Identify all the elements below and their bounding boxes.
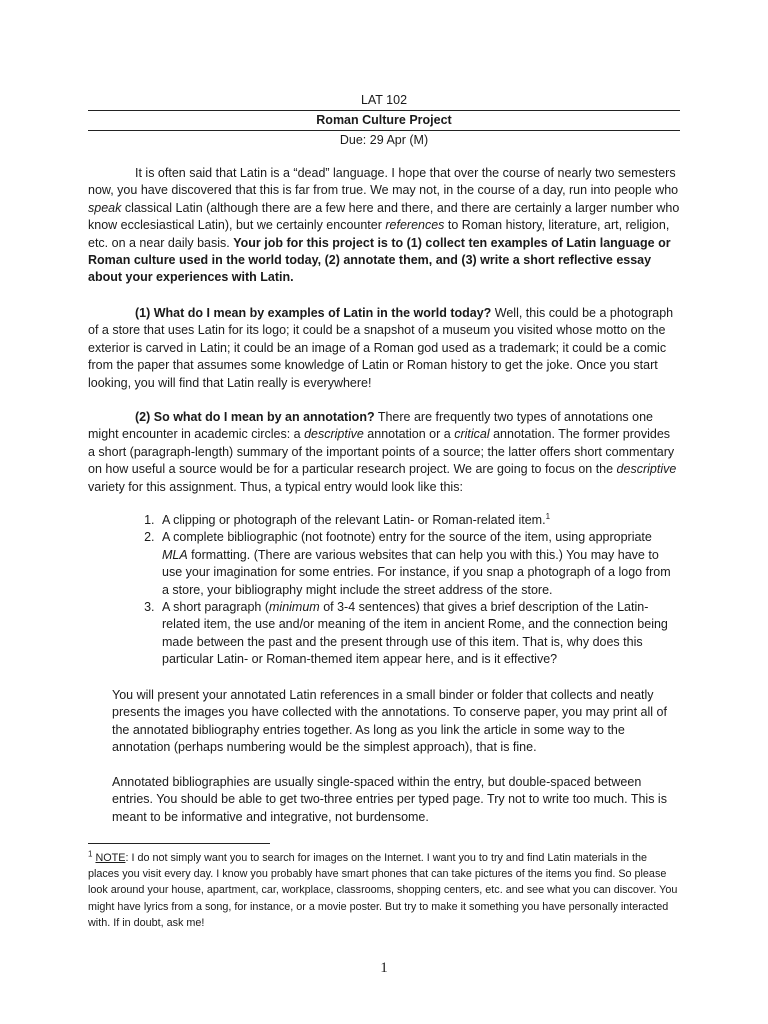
spacing-paragraph	[112, 774, 680, 826]
project-title: Roman Culture Project	[316, 113, 452, 127]
intro-paragraph	[88, 165, 680, 287]
list-item-2-text-b: formatting. (There are various websites that can help you with this.) You may have to use your imagination for some entries. For instance, if you snap a photograph of a logo from a store, your bibliography might include the street address of the store.	[162, 547, 671, 597]
due-date: Due: 29 Apr (M)	[339, 133, 429, 147]
footnote-separator	[88, 843, 270, 844]
list-item-2-italic-mla: MLA	[162, 547, 188, 562]
section2-italic-descriptive-2: descriptive	[616, 462, 677, 477]
footnote-mark: 1	[88, 849, 93, 859]
section2-text-4: variety for this assignment. Thus, a typical entry would look like this:	[88, 479, 463, 494]
section2-text-3: annotation. The former provides a short (paragraph-length) summary of the important points of a source; the latter offers short commentary on how useful a source would be for a particular research project. We are going to focus on the	[88, 427, 675, 477]
list-item	[158, 599, 680, 669]
course-code: LAT 102	[360, 93, 408, 107]
present-paragraph-text: You will present your annotated Latin references in a small binder or folder that collects and neatly presents the images you have collected with the annotations. To conserve paper, you may print all of the annotated bibliography entries together. As long as you link the article in some way to the annotation (perhaps numbering would be the simplest approach), that is fine.	[112, 688, 667, 755]
list-item-3-italic-minimum: minimum	[269, 600, 320, 615]
section2-italic-descriptive: descriptive	[304, 427, 364, 442]
header-rule-top	[88, 110, 680, 111]
list-item	[158, 529, 680, 599]
section1-body: Well, this could be a photograph of a store that uses Latin for its logo; it could be a snapshot of a museum you visited whose motto on the exterior is carved in Latin; it could be an image of a Roman god used as a trademark; it could be a comic from the paper that assumes some knowledge of Latin or Roman history to get the joke. Once you start looking, you will find that Latin really is everywhere!	[88, 306, 674, 390]
footnote-reference: 1	[545, 511, 551, 521]
intro-text-2: classical Latin (although there are a few here and there, and there are certainly a larger number who know ecclesiastical Latin), but we certainly encounter	[88, 200, 680, 233]
intro-text-3: to Roman history, literature, art, religion, etc. on a near daily basis.	[88, 218, 670, 250]
intro-italic-speak: speak	[88, 200, 122, 215]
list-item-2-text-a: A complete bibliographic (not footnote) entry for the source of the item, using appropriate	[162, 530, 652, 545]
section2-italic-critical: critical	[454, 427, 490, 442]
intro-task-bold: Your job for this project is to (1) collect ten examples of Latin language or Roman culture used in the world today, (2) annotate them, and (3) write a short reflective essay about your experiences with Latin.	[88, 235, 671, 285]
page-number: 1	[380, 960, 388, 976]
intro-text-1: It is often said that Latin is a “dead” language. I hope that over the course of nearly two semesters now, you have discovered that this is far from true. We may not, in the course of a day, run into people who	[88, 166, 679, 198]
list-item-3-text-b: of 3-4 sentences) that gives a brief description of the Latin-related item, the use and/or meaning of the item in ancient Rome, and the connection being made between the past and the present through use of this item. That is, why does this particular Latin- or Roman-themed item appear here, and is it effective?	[162, 600, 668, 667]
footnote-label: NOTE	[95, 852, 126, 864]
present-paragraph	[112, 687, 680, 757]
section2-text-1: There are frequently two types of annotations one might encounter in academic circles: a	[88, 410, 654, 442]
intro-italic-references: references	[385, 218, 445, 233]
list-item	[158, 512, 680, 529]
footnote-text: : I do not simply want you to search for images on the Internet. I want you to try and find Latin materials in the places you visit every day. I know you probably have smart phones that can take pictures of the items you find. So please look around your house, apartment, car, workplace, classrooms, shopping centers, etc. and see what you can discover. You might have lyrics from a song, for instance, or a movie poster. But try to make it something you have personally interacted with. If in doubt, ask me!	[88, 852, 678, 929]
list-item-3-text-a: A short paragraph (	[162, 600, 270, 615]
section2-text-2: annotation or a	[363, 427, 455, 442]
footnote	[88, 850, 680, 931]
entry-list	[88, 512, 680, 669]
section2-paragraph	[88, 409, 680, 496]
spacing-paragraph-text: Annotated bibliographies are usually single-spaced within the entry, but double-spaced between entries. You should be able to get two-three entries per typed page. Try not to write too much. This is meant to be informative and integrative, not burdensome.	[112, 775, 667, 824]
header-rule-bottom	[88, 130, 680, 131]
list-item-1-text: A clipping or photograph of the relevant Latin- or Roman-related item.	[162, 513, 546, 527]
section1-paragraph	[88, 305, 680, 392]
section1-heading: (1) What do I mean by examples of Latin in the world today?	[135, 306, 492, 320]
section2-heading: (2) So what do I mean by an annotation?	[135, 410, 375, 424]
